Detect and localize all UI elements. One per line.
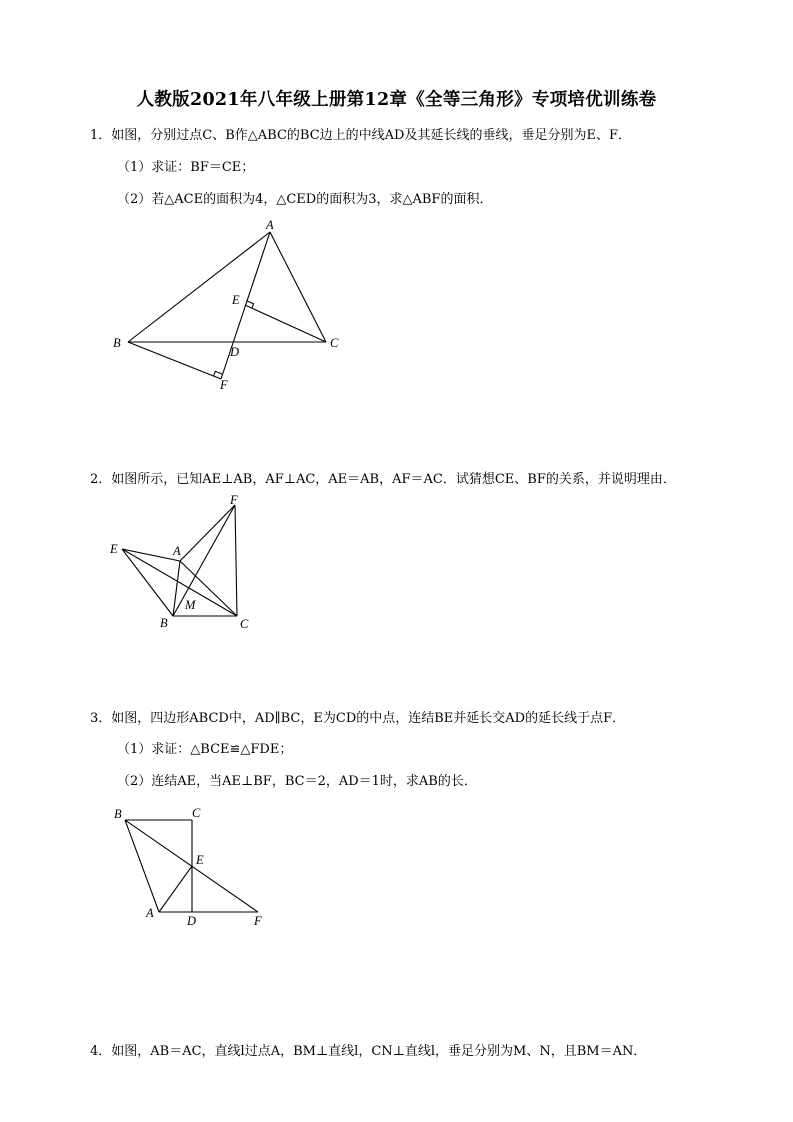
label-d: D [230,345,240,359]
problem-1-part-1: （1）求证：BF＝CE； [117,160,255,175]
label-b: B [160,616,168,630]
label-c: C [330,336,339,350]
segment-ba [125,820,159,912]
label-f: F [230,493,238,507]
problem-1-stem: 1．如图，分别过点C、B作△ABC的BC边上的中线AD及其延长线的垂线，垂足分别为E、F． [90,128,631,143]
problem-3-stem: 3．如图，四边形ABCD中，AD∥BC，E为CD的中点，连结BE并延长交AD的延长线于点F． [90,711,626,726]
problem-2-stem: 2．如图所示，已知AE⊥AB，AF⊥AC，AE＝AB，AF＝AC．试猜想CE、BF的关系，并说明理由． [90,472,676,487]
problem-1-part-2: （2）若△ACE的面积为4，△CED的面积为3，求△ABF的面积． [117,192,493,207]
label-m: M [185,598,196,612]
problem-4-stem: 4．如图，AB＝AC，直线l过点A，BM⊥直线l，CN⊥直线l，垂足分别为M、N，且BM＝AN． [90,1044,647,1059]
label-b: B [114,807,122,821]
label-d: D [187,914,197,928]
label-c: C [240,617,249,631]
label-a: A [173,544,181,558]
page-title: 人教版2021年八年级上册第12章《全等三角形》专项培优训练卷 [136,90,657,110]
label-a: A [146,906,154,920]
label-e: E [232,293,240,307]
label-b: B [113,336,121,350]
label-f: F [220,378,228,392]
segment-ae [159,866,192,912]
problem-3-part-1: （1）求证：△BCE≌△FDE； [117,742,293,757]
label-e: E [196,853,204,867]
label-a: A [266,218,274,232]
problem-3-part-2: （2）连结AE，当AE⊥BF，BC＝2，AD＝1时，求AB的长． [117,774,477,789]
label-f: F [254,914,262,928]
label-c: C [192,806,201,820]
label-e: E [110,542,118,556]
